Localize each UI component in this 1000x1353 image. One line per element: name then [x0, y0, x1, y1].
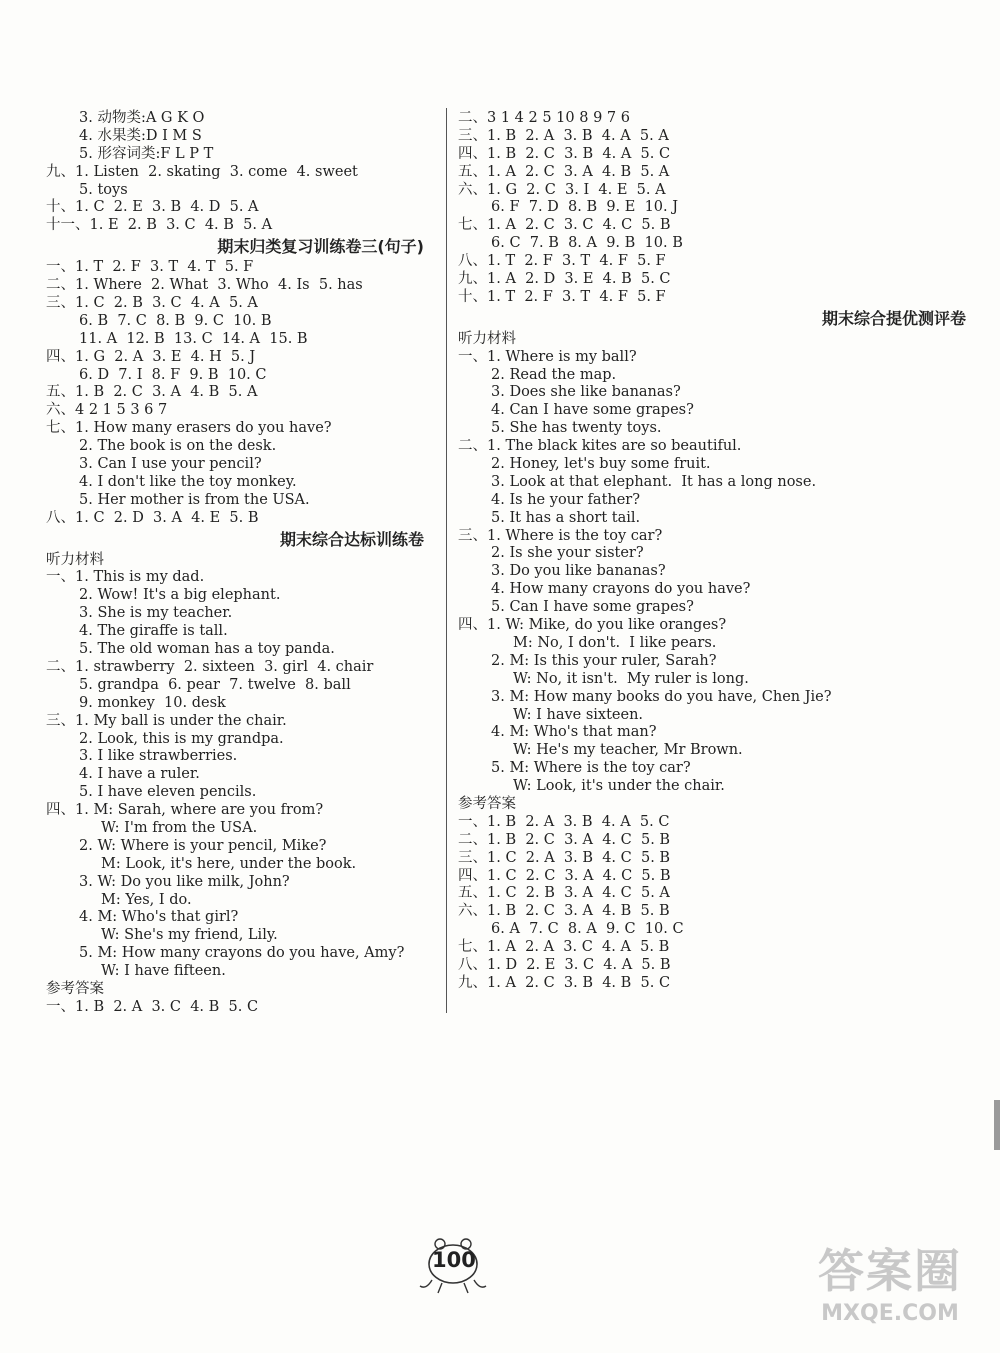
- answer-line: 2. Look, this is my grandpa.: [79, 730, 284, 747]
- answer-line: 4. 水果类:D I M S: [79, 127, 202, 144]
- answer-line: 2. W: Where is your pencil, Mike?: [79, 837, 327, 854]
- answer-line: 一、1. B 2. A 3. C 4. B 5. C: [46, 998, 259, 1015]
- answer-line: W: I'm from the USA.: [101, 819, 258, 836]
- answer-line: 5. It has a short tail.: [491, 509, 641, 526]
- answer-line: 5. The old woman has a toy panda.: [79, 641, 335, 658]
- answer-line: 六、1. B 2. C 3. A 4. B 5. B: [458, 903, 670, 920]
- answer-line: 八、1. C 2. D 3. A 4. E 5. B: [46, 509, 259, 526]
- answer-line: 6. B 7. C 8. B 9. C 10. B: [79, 312, 272, 329]
- answer-line: M: Yes, I do.: [101, 891, 192, 908]
- answer-line: 三、1. C 2. A 3. B 4. C 5. B: [458, 849, 671, 866]
- watermark-logo-text: 答案圈: [818, 1244, 962, 1298]
- answer-line: 6. D 7. I 8. F 9. B 10. C: [79, 366, 267, 383]
- answer-line: 5. I have eleven pencils.: [79, 784, 257, 801]
- answer-line: 5. 形容词类:F L P T: [79, 145, 214, 162]
- answer-line: 七、1. How many erasers do you have?: [46, 420, 332, 437]
- answer-line: 4. M: Who's that man?: [491, 724, 657, 741]
- answer-line: 3. Look at that elephant. It has a long nose.: [491, 473, 817, 490]
- section-heading: 期末归类复习训练卷三(句子): [217, 237, 424, 257]
- answer-line: W: I have sixteen.: [513, 706, 644, 723]
- answer-line: 参考答案: [46, 980, 104, 997]
- answer-line: 5. Her mother is from the USA.: [79, 491, 310, 508]
- answer-line: 参考答案: [458, 795, 516, 812]
- answer-line: 九、1. Listen 2. skating 3. come 4. sweet: [46, 163, 358, 180]
- answer-line: 5. M: Where is the toy car?: [491, 760, 691, 777]
- answer-line: 一、1. This is my dad.: [46, 569, 205, 586]
- right-column: [458, 110, 978, 993]
- answer-line: 二、1. strawberry 2. sixteen 3. girl 4. chair: [46, 658, 374, 675]
- answer-line: 2. M: Is this your ruler, Sarah?: [491, 652, 717, 669]
- answer-line: 三、1. Where is the toy car?: [458, 527, 663, 544]
- answer-line: 4. How many crayons do you have?: [491, 581, 751, 598]
- answer-line: 二、1. B 2. C 3. A 4. C 5. B: [458, 831, 671, 848]
- answer-line: 4. Is he your father?: [491, 491, 641, 508]
- answer-line: W: Look, it's under the chair.: [513, 778, 725, 795]
- answer-line: 3. W: Do you like milk, John?: [79, 873, 290, 890]
- section-heading: 期末综合提优测评卷: [821, 308, 966, 328]
- answer-line: 2. The book is on the desk.: [79, 438, 277, 455]
- answer-line: M: No, I don't. I like pears.: [513, 634, 717, 651]
- answer-line: 六、1. G 2. C 3. I 4. E 5. A: [458, 181, 666, 198]
- answer-line: 二、3 1 4 2 5 10 8 9 7 6: [458, 110, 630, 126]
- answer-line: 3. I like strawberries.: [79, 748, 238, 765]
- answer-line: 十、1. C 2. E 3. B 4. D 5. A: [46, 199, 259, 216]
- answer-line: 七、1. A 2. C 3. C 4. C 5. B: [458, 217, 671, 234]
- answer-line: 9. monkey 10. desk: [79, 694, 226, 711]
- watermark-url: MXQE.COM: [821, 1301, 959, 1326]
- answer-line: W: She's my friend, Lily.: [101, 927, 278, 944]
- answer-line: 5. grandpa 6. pear 7. twelve 8. ball: [79, 676, 351, 693]
- answer-line: 四、1. C 2. C 3. A 4. C 5. B: [458, 867, 671, 884]
- answer-line: 2. Is she your sister?: [491, 545, 644, 562]
- page-number-text: 100: [432, 1248, 476, 1272]
- answer-line: 5. She has twenty toys.: [491, 420, 662, 437]
- left-column: [46, 110, 436, 1017]
- answer-line: 3. Do you like bananas?: [491, 563, 666, 580]
- answer-line: 5. toys: [79, 181, 128, 198]
- answer-line: 6. F 7. D 8. B 9. E 10. J: [491, 199, 679, 216]
- answer-line: 四、1. G 2. A 3. E 4. H 5. J: [46, 348, 256, 365]
- answer-line: 听力材料: [458, 330, 516, 347]
- answer-line: 5. Can I have some grapes?: [491, 599, 694, 616]
- answer-line: 4. M: Who's that girl?: [79, 909, 239, 926]
- answer-line: 6. C 7. B 8. A 9. B 10. B: [491, 235, 683, 252]
- page-edge-shadow: [994, 1100, 1000, 1150]
- answer-line: 三、1. C 2. B 3. C 4. A 5. A: [46, 295, 258, 312]
- answer-line: 二、1. The black kites are so beautiful.: [458, 438, 742, 455]
- answer-line: 4. Can I have some grapes?: [491, 402, 694, 419]
- answer-line: 2. Wow! It's a big elephant.: [79, 587, 281, 604]
- answer-line: 四、1. B 2. C 3. B 4. A 5. C: [458, 145, 671, 162]
- answer-line: 4. The giraffe is tall.: [79, 623, 228, 640]
- answer-line: 六、4 2 1 5 3 6 7: [46, 402, 168, 419]
- answer-line: 5. M: How many crayons do you have, Amy?: [79, 945, 405, 962]
- column-divider: [446, 108, 447, 1013]
- answer-line: 3. Can I use your pencil?: [79, 456, 262, 473]
- answer-line: 七、1. A 2. A 3. C 4. A 5. B: [458, 939, 670, 956]
- answer-line: 3. Does she like bananas?: [491, 384, 681, 401]
- answer-line: M: Look, it's here, under the book.: [101, 855, 357, 872]
- section-heading: 期末综合达标训练卷: [279, 529, 424, 549]
- answer-line: 四、1. W: Mike, do you like oranges?: [458, 617, 727, 634]
- answer-line: W: I have fifteen.: [101, 963, 226, 980]
- answer-line: W: No, it isn't. My ruler is long.: [513, 670, 749, 687]
- answer-line: 3. She is my teacher.: [79, 605, 233, 622]
- answer-line: 一、1. T 2. F 3. T 4. T 5. F: [46, 259, 254, 276]
- answer-line: 6. A 7. C 8. A 9. C 10. C: [491, 921, 684, 938]
- answer-line: 四、1. M: Sarah, where are you from?: [46, 802, 324, 819]
- answer-line: 八、1. D 2. E 3. C 4. A 5. B: [458, 956, 671, 973]
- answer-line: 五、1. A 2. C 3. A 4. B 5. A: [458, 163, 670, 180]
- answer-line: 一、1. B 2. A 3. B 4. A 5. C: [458, 813, 670, 830]
- answer-line: 2. Honey, let's buy some fruit.: [491, 456, 711, 473]
- answer-line: 八、1. T 2. F 3. T 4. F 5. F: [458, 253, 666, 270]
- answer-line: W: He's my teacher, Mr Brown.: [513, 742, 743, 759]
- answer-line: 一、1. Where is my ball?: [458, 348, 637, 365]
- answer-line: 二、1. Where 2. What 3. Who 4. Is 5. has: [46, 277, 363, 294]
- watermark: [790, 1243, 990, 1343]
- answer-line: 4. I don't like the toy monkey.: [79, 473, 297, 490]
- answer-line: 听力材料: [46, 551, 104, 568]
- answer-line: 4. I have a ruler.: [79, 766, 200, 783]
- answer-line: 十一、1. E 2. B 3. C 4. B 5. A: [46, 217, 273, 234]
- answer-line: 3. 动物类:A G K O: [79, 110, 205, 126]
- answer-line: 11. A 12. B 13. C 14. A 15. B: [79, 330, 308, 347]
- answer-line: 五、1. C 2. B 3. A 4. C 5. A: [458, 885, 670, 902]
- answer-line: 十、1. T 2. F 3. T 4. F 5. F: [458, 288, 666, 305]
- page-number: [418, 1236, 488, 1296]
- answer-line: 2. Read the map.: [491, 366, 617, 383]
- answer-line: 3. M: How many books do you have, Chen Jie?: [491, 688, 832, 705]
- answer-line: 三、1. My ball is under the chair.: [46, 712, 287, 729]
- answer-line: 五、1. B 2. C 3. A 4. B 5. A: [46, 384, 258, 401]
- answer-line: 三、1. B 2. A 3. B 4. A 5. A: [458, 127, 669, 144]
- answer-line: 九、1. A 2. D 3. E 4. B 5. C: [458, 271, 671, 288]
- answer-line: 九、1. A 2. C 3. B 4. B 5. C: [458, 974, 671, 991]
